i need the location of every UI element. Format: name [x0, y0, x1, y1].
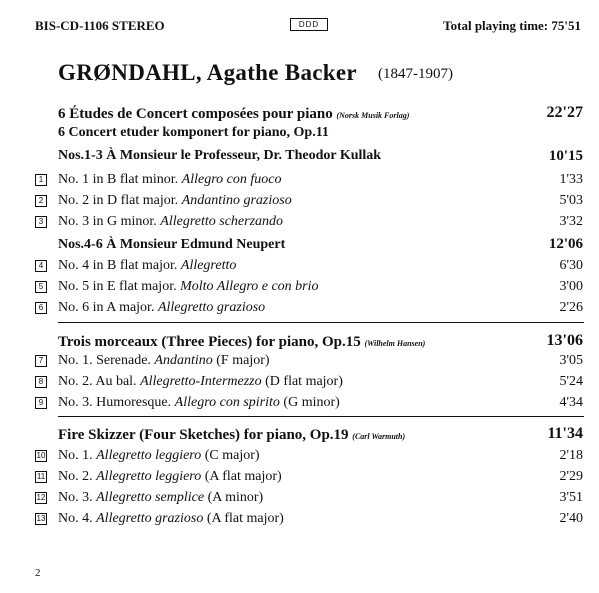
track-duration: 2'26 — [559, 300, 583, 315]
track-title: No. 3. Allegretto semplice (A minor) — [58, 490, 264, 505]
track-duration: 2'40 — [559, 511, 583, 526]
composer-name: GRØNDAHL, Agathe Backer — [58, 60, 357, 85]
group-title: Nos.1-3 À Monsieur le Professeur, Dr. Theodor Kullak — [58, 148, 382, 163]
track-number-box: 3 — [35, 216, 47, 228]
track-title: No. 6 in A major. Allegretto grazioso — [58, 300, 266, 315]
track-duration: 6'30 — [559, 258, 583, 273]
track-duration: 2'29 — [559, 469, 583, 484]
track-duration: 3'05 — [559, 353, 583, 368]
group-duration: 10'15 — [548, 148, 583, 164]
track-number-box: 13 — [36, 514, 46, 523]
track-title: No. 2 in D flat major. Andantino grazioso — [58, 193, 292, 208]
page-number: 2 — [35, 567, 41, 579]
track-number-box: 11 — [36, 472, 46, 481]
track-title: No. 4. Allegretto grazioso (A flat major) — [58, 511, 284, 526]
track-title: No. 1. Allegretto leggiero (C major) — [58, 448, 260, 463]
section-duration: 13'06 — [546, 332, 583, 349]
track-duration: 1'33 — [559, 172, 583, 187]
track-duration: 3'32 — [559, 214, 583, 229]
track-title: No. 3 in G minor. Allegretto scherzando — [58, 214, 284, 229]
group-title: Nos.4-6 À Monsieur Edmund Neupert — [58, 237, 286, 252]
publisher: (Carl Warmuth) — [352, 432, 406, 441]
group-duration: 12'06 — [548, 236, 583, 252]
track-duration: 3'51 — [559, 490, 583, 505]
total-playing-time: Total playing time: 75'51 — [443, 18, 581, 33]
track-number-box: 4 — [35, 260, 47, 272]
track-number-box: 2 — [35, 195, 47, 207]
publisher: (Wilhelm Hansen) — [364, 339, 426, 348]
track-number-box: 8 — [35, 376, 47, 388]
track-title: No. 4 in B flat major. Allegretto — [58, 258, 237, 273]
track-number-box: 9 — [35, 397, 47, 409]
composer-dates: (1847-1907) — [378, 66, 453, 82]
track-title: No. 2. Au bal. Allegretto-Intermezzo (D flat major) — [58, 374, 343, 389]
track-duration: 5'03 — [559, 193, 583, 208]
section-subtitle: 6 Concert etuder komponert for piano, Op.11 — [58, 125, 329, 140]
track-number-box: 10 — [36, 451, 46, 460]
track-number-box: 6 — [35, 302, 47, 314]
track-duration: 4'34 — [559, 395, 583, 410]
track-title: No. 5 in E flat major. Molto Allegro e con brio — [58, 279, 319, 294]
section-duration: 11'34 — [547, 425, 583, 442]
track-number-box: 7 — [35, 355, 47, 367]
track-title: No. 3. Humoresque. Allegro con spirito (G minor) — [58, 395, 340, 410]
track-duration: 2'18 — [559, 448, 583, 463]
publisher: (Norsk Musik Forlag) — [336, 111, 410, 120]
track-duration: 3'00 — [559, 279, 583, 294]
track-number-box: 1 — [35, 174, 47, 186]
track-duration: 5'24 — [559, 374, 583, 389]
section-title-fire-skizzer: Fire Skizzer (Four Sketches) for piano, Op.19 (Carl Warmuth) — [58, 427, 406, 443]
track-title: No. 1. Serenade. Andantino (F major) — [58, 353, 270, 368]
section-duration: 22'27 — [546, 104, 583, 121]
track-title: No. 1 in B flat minor. Allegro con fuoco — [58, 172, 282, 187]
section-title-trois-morceaux: Trois morceaux (Three Pieces) for piano, Op.15 (Wilhelm Hansen) — [58, 334, 426, 350]
divider — [58, 416, 584, 417]
track-number-box: 5 — [35, 281, 47, 293]
ddd-badge: DDD — [290, 18, 328, 31]
track-title: No. 2. Allegretto leggiero (A flat major) — [58, 469, 282, 484]
track-number-box: 12 — [36, 493, 46, 502]
section-title-etudes: 6 Études de Concert composées pour piano (Norsk Musik Forlag) — [58, 106, 410, 122]
catalog-number: BIS-CD-1106 STEREO — [35, 18, 165, 33]
divider — [58, 322, 584, 323]
